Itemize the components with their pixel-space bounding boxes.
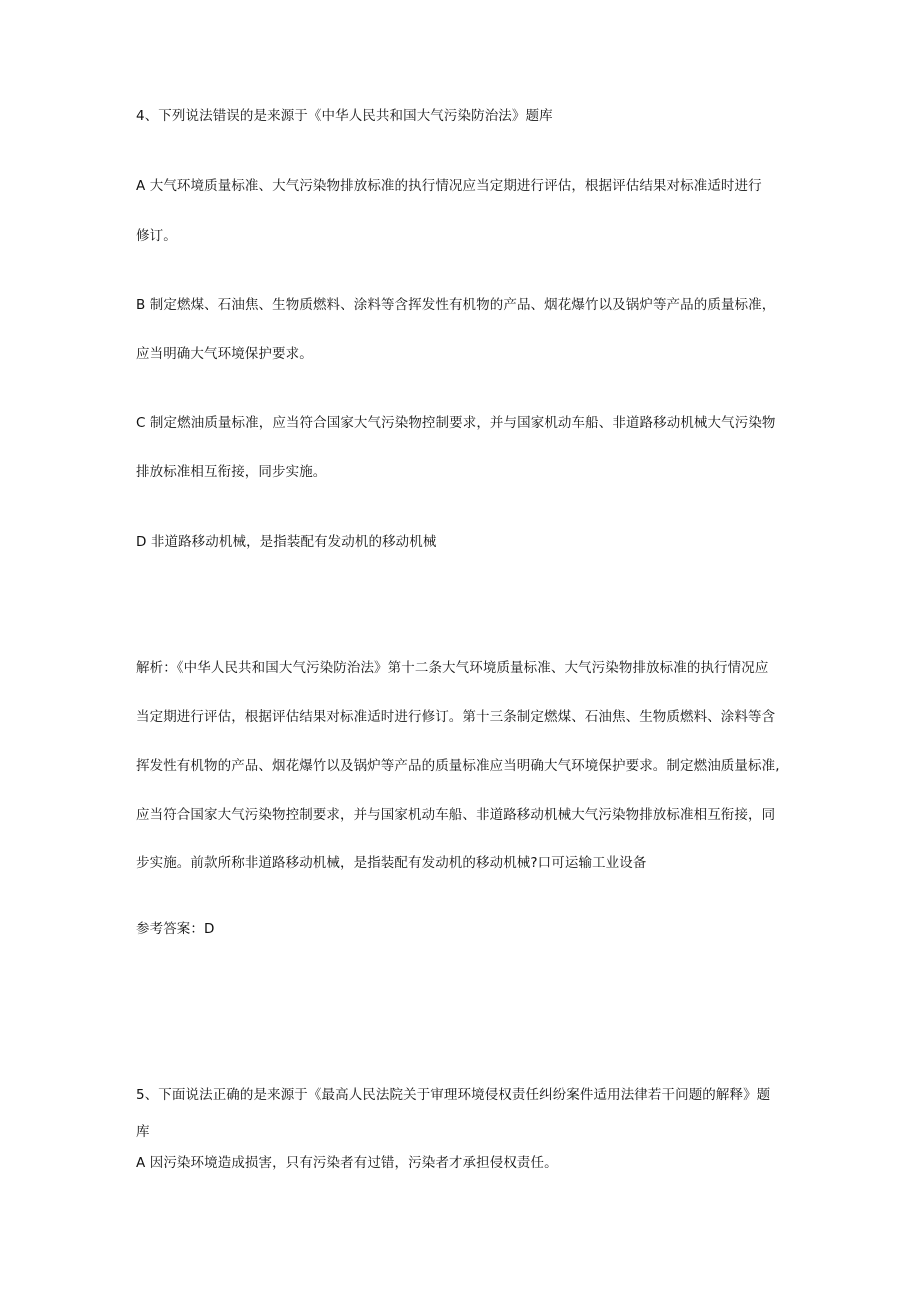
- q4-analysis-line3: 挥发性有机物的产品、烟花爆竹以及锅炉等产品的质量标准应当明确大气环境保护要求。制定燃油质量标准,: [136, 758, 780, 774]
- q4-option-a-line2: 修订。: [136, 228, 177, 244]
- q5-title-line2: 库: [136, 1124, 150, 1140]
- q4-option-a-line1: A 大气环境质量标准、大气污染物排放标准的执行情况应当定期进行评估，根据评估结果对标准适时进行: [136, 178, 762, 194]
- q5-option-a: A 因污染环境造成损害，只有污染者有过错，污染者才承担侵权责任。: [136, 1155, 558, 1171]
- q4-option-d: D 非道路移动机械，是指装配有发动机的移动机械: [136, 534, 437, 550]
- q4-analysis-line1: 解析：《中华人民共和国大气污染防治法》第十二条大气环境质量标准、大气污染物排放标准的执行情况应: [136, 660, 769, 676]
- q4-option-c-line2: 排放标准相互衔接，同步实施。: [136, 464, 327, 480]
- q4-option-c-line1: C 制定燃油质量标准，应当符合国家大气污染物控制要求，并与国家机动车船、非道路移动机械大气污染物: [136, 415, 776, 431]
- q4-answer: 参考答案：D: [136, 921, 215, 937]
- q4-analysis-line2: 当定期进行评估，根据评估结果对标准适时进行修订。第十三条制定燃煤、石油焦、生物质燃料、涂料等含: [136, 709, 776, 725]
- q4-analysis-line4: 应当符合国家大气污染物控制要求，并与国家机动车船、非道路移动机械大气污染物排放标准相互衔接，同: [136, 807, 776, 823]
- q4-option-b-line1: B 制定燃煤、石油焦、生物质燃料、涂料等含挥发性有机物的产品、烟花爆竹以及锅炉等产品的质量标准，: [136, 297, 776, 313]
- q4-option-b-line2: 应当明确大气环境保护要求。: [136, 346, 313, 362]
- q4-title: 4、下列说法错误的是来源于《中华人民共和国大气污染防治法》题库: [136, 108, 553, 124]
- q4-analysis-line5: 步实施。前款所称非道路移动机械，是指装配有发动机的移动机械?口可运输工业设备: [136, 855, 647, 871]
- q5-title-line1: 5、下面说法正确的是来源于《最高人民法院关于审理环境侵权责任纠纷案件适用法律若干问题的解释》题: [136, 1087, 771, 1103]
